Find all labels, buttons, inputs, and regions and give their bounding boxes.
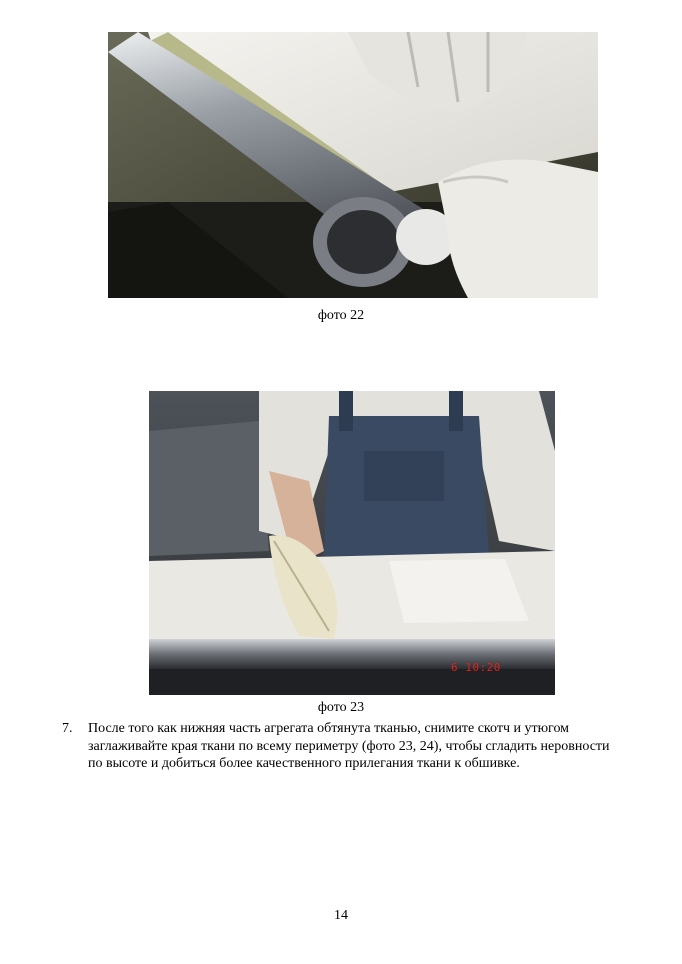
photo-23 — [149, 391, 555, 695]
photo-22 — [108, 32, 598, 298]
instruction-step — [62, 720, 622, 773]
photo-timestamp: 6 10:20 — [451, 661, 501, 674]
photo-23-caption: фото 23 — [317, 700, 365, 715]
step-text: После того как нижняя часть агрегата обтянута тканью, снимите скотч и утюгом заглаживайте края ткани по всему периметру (фото 23, 24), чтобы сгладить неровности по высоте и добиться более качественного прилегания ткани к обшивке. — [88, 721, 610, 771]
page-number: 14 — [334, 908, 348, 923]
step-number: 7. — [62, 721, 73, 736]
photo-22-caption: фото 22 — [317, 308, 365, 323]
